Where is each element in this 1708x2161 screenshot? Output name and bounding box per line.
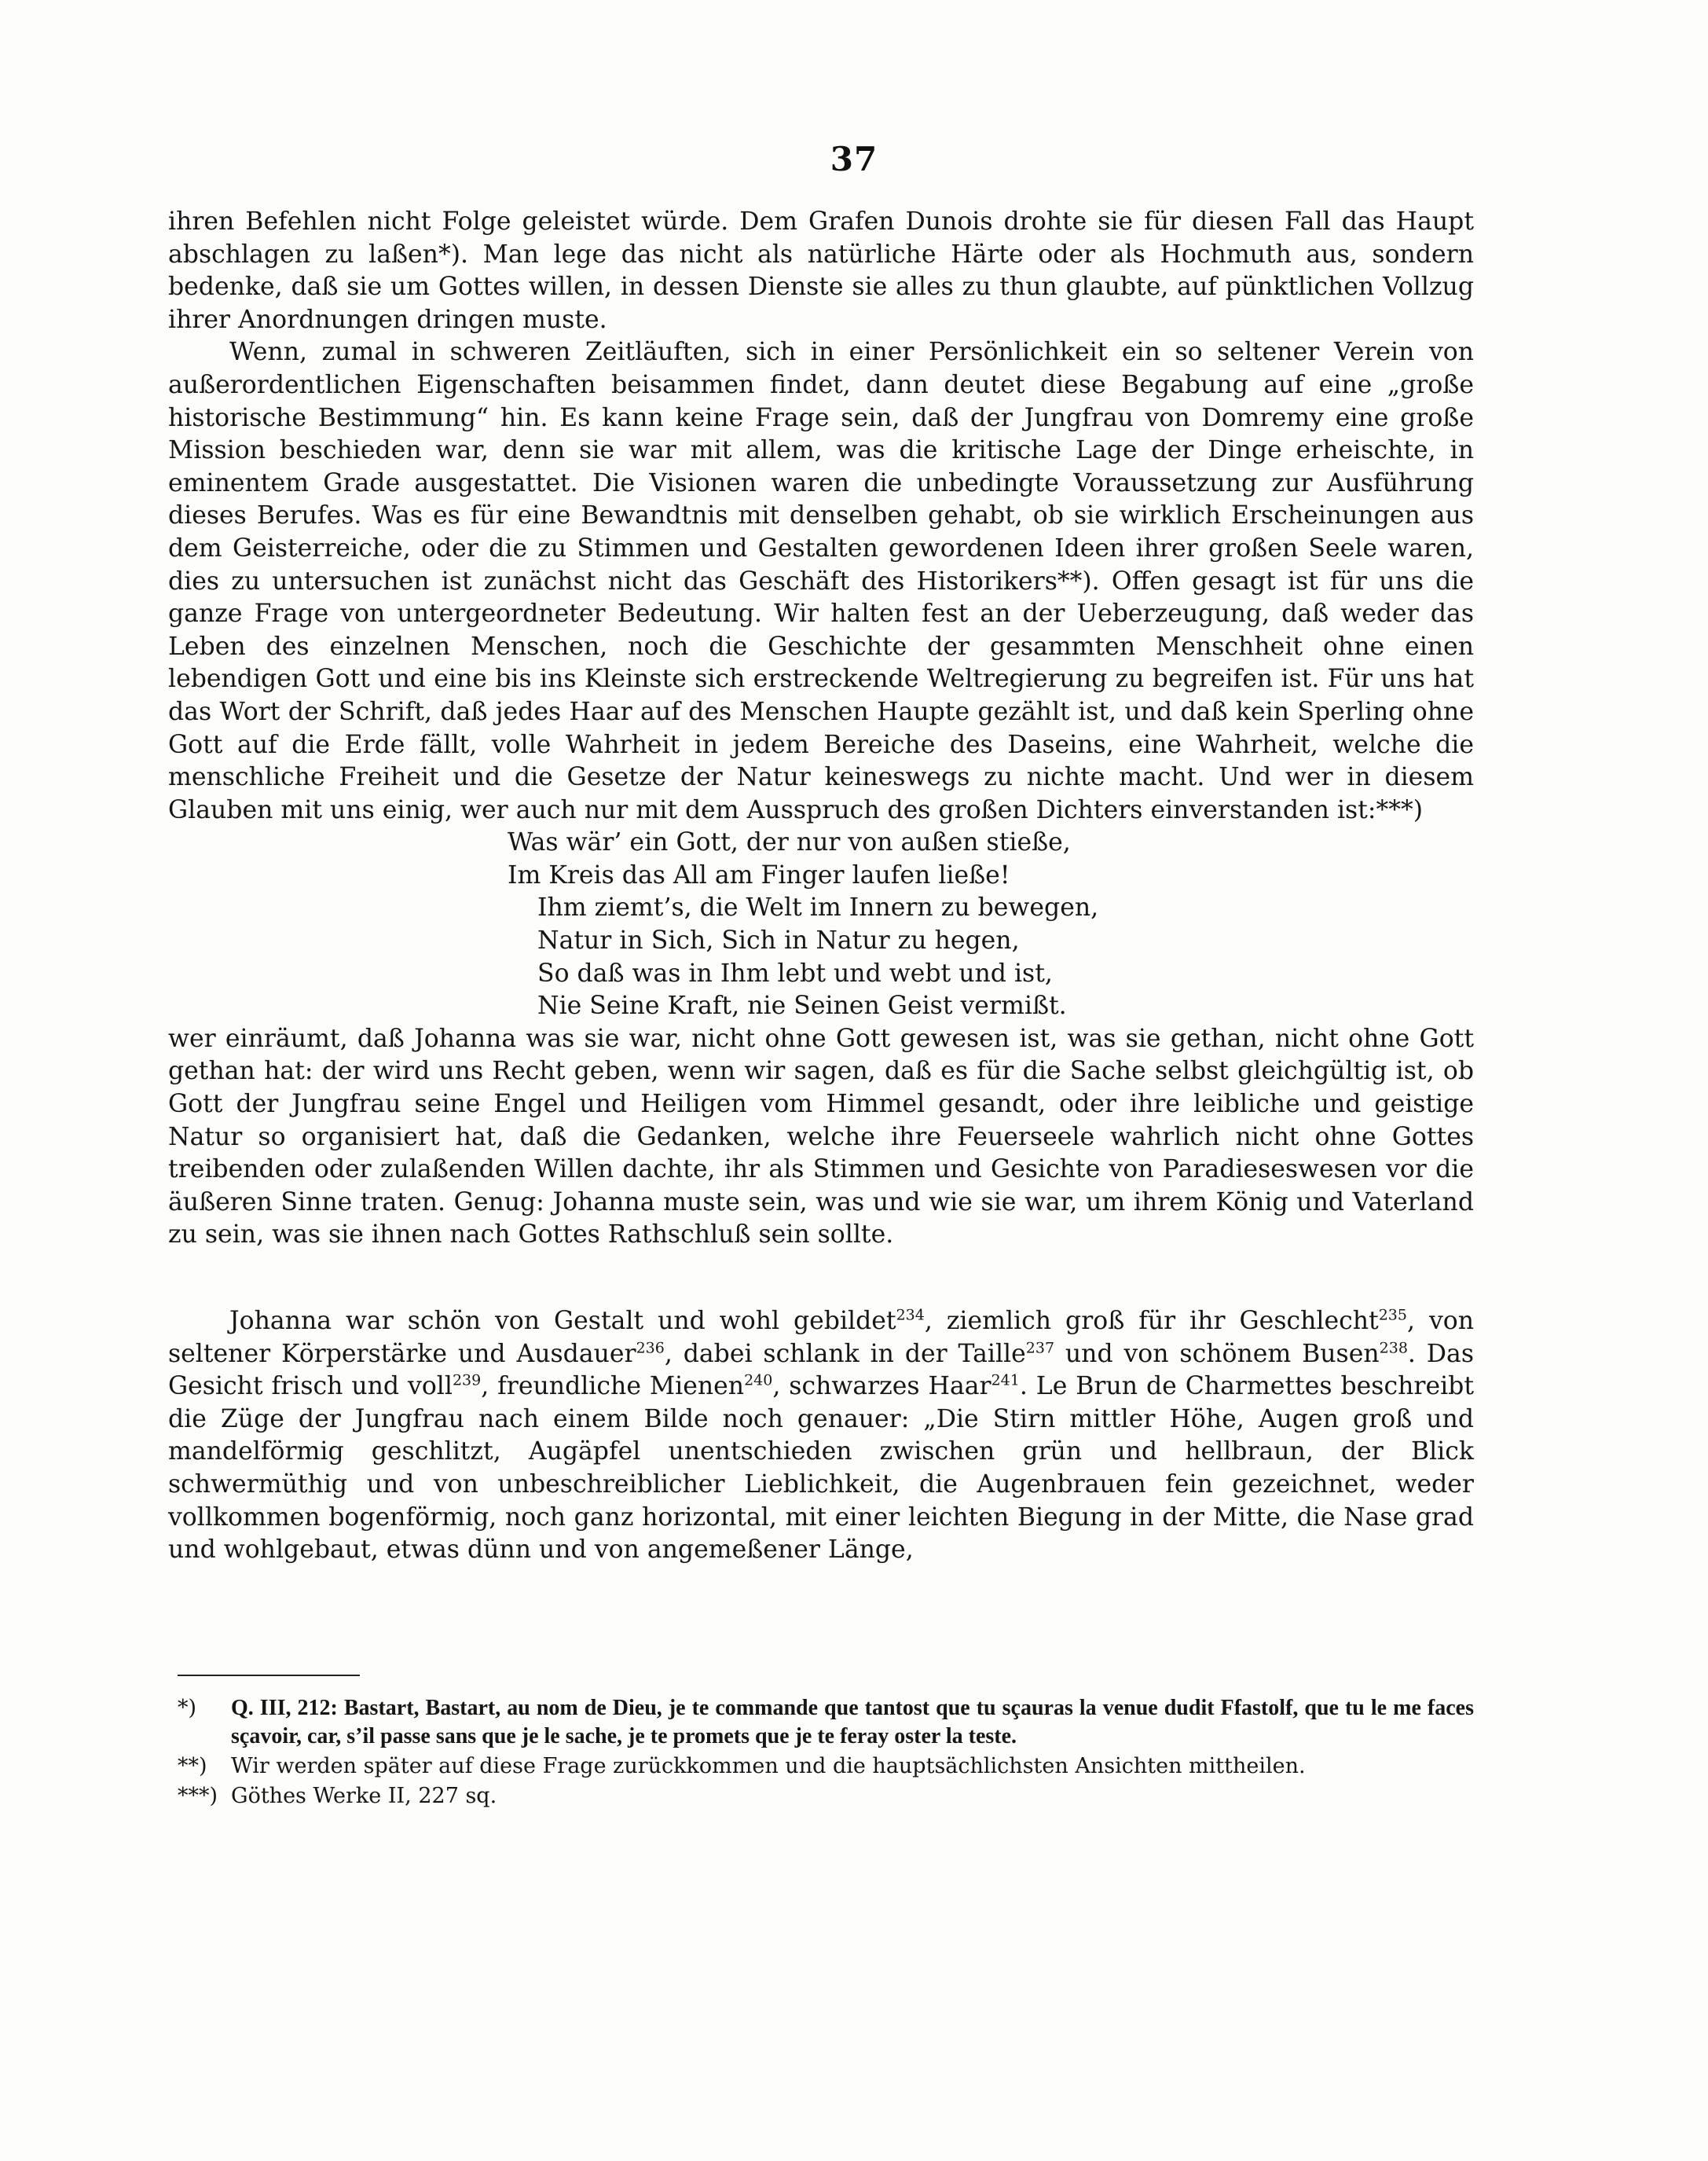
paragraph-2: Wenn, zumal in schweren Zeitläuften, sich in einer Persönlichkeit ein so seltener Verein von außerordentlichen Eigenschaften beisammen findet, dann deutet diese Begabung auf eine „große historische Bestimmung“ hin. Es kann keine Frage sein, daß der Jungfrau von Domremy eine große Mission beschieden war, denn sie war mit allem, was die kritische Lage der Dinge erheischte, in eminentem Grade ausgestattet. Die Visionen waren die unbedingte Voraussetzung zur Ausführung dieses Berufes. Was es für eine Bewandtnis mit denselben gehabt, ob sie wirklich Erscheinungen aus dem Geisterreiche, oder die zu Stimmen und Gestalten gewordenen Ideen ihrer großen Seele waren, dies zu untersuchen ist zunächst nicht das Geschäft des Historikers**). Offen gesagt ist für uns die ganze Frage von untergeordneter Bedeutung. Wir halten fest an der Ueberzeugung, daß weder das Leben des einzelnen Menschen, noch die Geschichte der gesammten Menschheit ohne einen lebendigen Gott und eine bis ins Kleinste sich erstreckende Weltregierung zu begreifen ist. Für uns hat das Wort der Schrift, daß jedes Haar auf des Menschen Haupte gezählt ist, und daß kein Sperling ohne Gott auf die Erde fällt, volle Wahrheit in jedem Bereiche des Daseins, eine Wahrheit, welche die menschliche Freiheit und die Gesetze der Natur keineswegs zu nichte macht. Und wer in diesem Glauben mit uns einig, wer auch nur mit dem Ausspruch des großen Dichters einverstanden ist:***) — [168, 338, 1474, 824]
footnote-text: Q. III, 212: Bastart, Bastart, au nom de Dieu, je te commande que tantost que tu sçauras la venue dudit Ffastolf, que tu le me faces sçavoir, car, s’il passe sans que je le sache, je te promets que je te feray oster la teste. — [231, 1696, 1474, 1748]
verse-line: Im Kreis das All am Finger laufen ließe! — [508, 860, 1010, 890]
paragraph-4: Johanna war schön von Gestalt und wohl gebildet$^{234}$, ziemlich groß für ihr Geschlecht$^{235}$, von seltener Körperstärke und Ausdauer$^{236}$, dabei schlank in der Taille$^{237}$ und von schönem Busen$^{238}$. Das Gesicht frisch und voll$^{239}$, freundliche Mienen$^{240}$, schwarzes Haar$^{241}$. Le Brun de Charmettes beschreibt die Züge der Jungfrau nach einem Bilde noch genauer: „Die Stirn mittler Höhe, Augen groß und mandelförmig geschlitzt, Augäpfel unentschieden zwischen grün und hellbraun, der Blick schwermüthig und von unbeschreiblicher Lieblichkeit, die Augenbrauen fein gezeichnet, weder vollkommen bogenförmig, noch ganz horizontal, mit einer leichten Biegung in der Mitte, die Nase grad und wohlgebaut, etwas dünn und von angemeßener Länge, — [168, 1306, 1474, 1565]
verse-line: So daß was in Ihm lebt und webt und ist, — [537, 959, 1053, 988]
paragraph-3: wer einräumt, daß Johanna was sie war, nicht ohne Gott gewesen ist, was sie gethan, nicht ohne Gott gethan hat: der wird uns Recht geben, wenn wir sagen, daß es für die Sache selbst gleichgültig ist, ob Gott der Jungfrau seine Engel und Heiligen vom Himmel gesandt, oder ihre leibliche und geistige Natur so organisiert hat, daß die Gedanken, welche ihre Feuerseele wahrlich nicht ohne Gottes treibenden oder zulaßenden Willen dachte, ihr als Stimmen und Gesichte von Paradieseswesen vor die äußeren Sinne traten. Genug: Johanna muste sein, was und wie sie war, um ihrem König und Vaterland zu sein, was sie ihnen nach Gottes Rathschluß sein sollte. — [168, 1024, 1474, 1249]
footnote-text: Göthes Werke II, 227 sq. — [231, 1784, 497, 1808]
footnote-mark: **) — [178, 1754, 207, 1778]
endnote-ref: 236 — [636, 1339, 665, 1357]
endnote-ref: 241 — [991, 1371, 1020, 1389]
footnote-separator — [178, 1675, 360, 1676]
paragraph-1: ihren Befehlen nicht Folge geleistet würde. Dem Grafen Dunois drohte sie für diesen Fall das Haupt abschlagen zu laßen*). Man lege das nicht als natürliche Härte oder als Hochmuth aus, sondern bedenke, daß sie um Gottes willen, in dessen Dienste sie alles zu thun glaubte, auf pünktlichen Vollzug ihrer Anordnungen dringen muste. — [168, 207, 1474, 334]
endnote-ref: 234 — [896, 1306, 925, 1324]
endnote-ref: 235 — [1378, 1306, 1407, 1324]
poem-quote — [508, 827, 1474, 1023]
endnote-ref: 237 — [1025, 1339, 1055, 1357]
endnote-ref: 240 — [744, 1371, 773, 1389]
verse-line: Was wär’ ein Gott, der nur von außen stieße, — [508, 828, 1071, 857]
verse-line: Ihm ziemt’s, die Welt im Innern zu bewegen, — [537, 893, 1099, 923]
verse-line: Natur in Sich, Sich in Natur zu hegen, — [537, 926, 1020, 956]
main-text — [168, 206, 1474, 1567]
page-number: 37 — [830, 140, 878, 178]
footnote-text: Wir werden später auf diese Frage zurückkommen und die hauptsächlichsten Ansichten mittheilen. — [231, 1754, 1306, 1778]
footnote-1 — [168, 1694, 1474, 1751]
endnote-ref: 238 — [1379, 1339, 1408, 1357]
paragraph-spacer — [168, 1252, 1474, 1305]
footnote-mark: ***) — [178, 1784, 218, 1808]
footnote-3 — [168, 1782, 1474, 1811]
footnotes — [168, 1694, 1474, 1812]
footnote-2 — [168, 1752, 1474, 1781]
endnote-ref: 239 — [452, 1371, 482, 1389]
footnote-mark: *) — [178, 1696, 197, 1720]
verse-line: Nie Seine Kraft, nie Seinen Geist vermißt. — [537, 992, 1067, 1021]
